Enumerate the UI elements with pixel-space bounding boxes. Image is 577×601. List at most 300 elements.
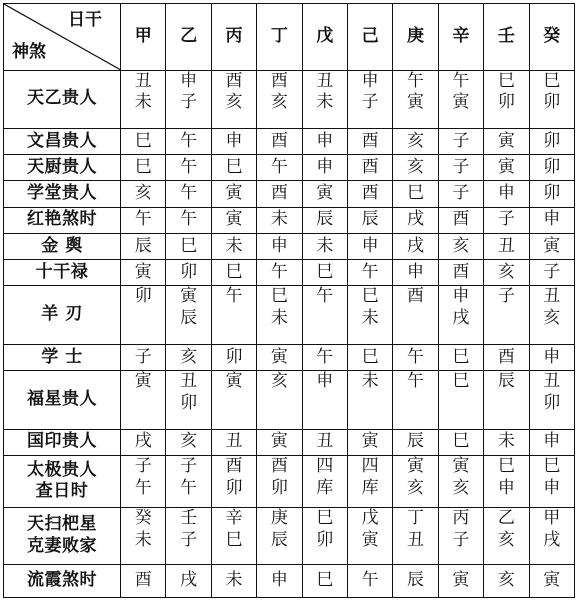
cell-text: 巳 bbox=[270, 286, 288, 307]
table-cell bbox=[257, 233, 302, 259]
cell-text: 午 bbox=[270, 261, 288, 282]
table-cell bbox=[166, 129, 211, 155]
table-cell bbox=[257, 429, 302, 455]
cell-text: 戌 bbox=[407, 209, 425, 230]
table-cell bbox=[438, 508, 483, 564]
table-cell bbox=[121, 371, 166, 429]
cell-text: 亥 bbox=[180, 346, 198, 367]
table-cell bbox=[438, 207, 483, 233]
table-cell bbox=[166, 344, 211, 370]
cell-text: 卯 bbox=[497, 92, 515, 113]
cell-text: 亥 bbox=[180, 431, 198, 452]
cell-text: 寅 bbox=[270, 431, 288, 452]
cell-text: 寅 bbox=[134, 261, 152, 282]
cell-text: 巳 bbox=[225, 261, 243, 282]
cell-text: 酉 bbox=[497, 346, 515, 367]
cell-text: 壬 bbox=[180, 508, 198, 529]
table-cell bbox=[347, 508, 392, 564]
cell-text: 午 bbox=[407, 70, 425, 91]
table-cell bbox=[302, 429, 347, 455]
table-cell bbox=[166, 181, 211, 207]
cell-text: 寅 bbox=[225, 183, 243, 204]
cell-text: 寅 bbox=[361, 529, 379, 550]
cell-text: 午 bbox=[452, 70, 470, 91]
row-header-line: 金 舆 bbox=[41, 235, 83, 256]
cell-text: 丑 bbox=[543, 371, 561, 392]
cell-text: 子 bbox=[180, 455, 198, 476]
cell-text: 未 bbox=[225, 235, 243, 256]
row-header-line: 天扫杷星 bbox=[27, 514, 97, 535]
cell-text: 子 bbox=[452, 529, 470, 550]
table-cell bbox=[347, 371, 392, 429]
table-cell bbox=[393, 155, 438, 181]
column-header: 癸 bbox=[529, 4, 574, 71]
cell-text: 丑 bbox=[543, 286, 561, 307]
table-row bbox=[4, 286, 575, 344]
cell-text: 巳 bbox=[452, 371, 470, 392]
cell-text: 申 bbox=[316, 130, 334, 151]
cell-text: 未 bbox=[134, 529, 152, 550]
table-cell bbox=[484, 181, 529, 207]
table-cell bbox=[484, 233, 529, 259]
table-cell bbox=[393, 260, 438, 286]
cell-text: 申 bbox=[316, 371, 334, 392]
row-header-line: 学 士 bbox=[41, 346, 83, 367]
table-cell bbox=[484, 129, 529, 155]
cell-text: 午 bbox=[180, 156, 198, 177]
table-cell bbox=[121, 260, 166, 286]
cell-text: 子 bbox=[497, 286, 515, 307]
table-cell bbox=[438, 155, 483, 181]
cell-text: 寅 bbox=[225, 209, 243, 230]
table-cell bbox=[211, 181, 256, 207]
cell-text: 酉 bbox=[270, 455, 288, 476]
cell-text: 未 bbox=[270, 209, 288, 230]
table-row bbox=[4, 564, 575, 597]
cell-text: 巳 bbox=[452, 431, 470, 452]
table-cell bbox=[302, 155, 347, 181]
table-cell bbox=[484, 371, 529, 429]
cell-text: 酉 bbox=[225, 70, 243, 91]
cell-text: 寅 bbox=[225, 371, 243, 392]
cell-text: 亥 bbox=[407, 130, 425, 151]
cell-text: 辰 bbox=[361, 209, 379, 230]
cell-text: 亥 bbox=[497, 529, 515, 550]
column-header: 甲 bbox=[121, 4, 166, 71]
table-cell bbox=[257, 344, 302, 370]
cell-text: 午 bbox=[180, 130, 198, 151]
column-header: 庚 bbox=[393, 4, 438, 71]
cell-text: 午 bbox=[316, 286, 334, 307]
cell-text: 辰 bbox=[134, 235, 152, 256]
cell-text: 巳 bbox=[543, 70, 561, 91]
cell-text: 丑 bbox=[407, 529, 425, 550]
cell-text: 酉 bbox=[134, 569, 152, 590]
cell-text: 未 bbox=[316, 92, 334, 113]
row-header-line: 文昌贵人 bbox=[27, 130, 97, 151]
table-row bbox=[4, 155, 575, 181]
cell-text: 午 bbox=[180, 209, 198, 230]
table-cell bbox=[393, 207, 438, 233]
table-cell bbox=[121, 207, 166, 233]
table-cell bbox=[121, 429, 166, 455]
cell-text: 申 bbox=[543, 477, 561, 498]
cell-text: 未 bbox=[270, 308, 288, 329]
cell-text: 卯 bbox=[543, 156, 561, 177]
row-header bbox=[4, 344, 121, 370]
cell-text: 卯 bbox=[543, 130, 561, 151]
row-header bbox=[4, 233, 121, 259]
cell-text: 寅 bbox=[452, 455, 470, 476]
table-cell bbox=[211, 207, 256, 233]
table-cell bbox=[166, 371, 211, 429]
cell-text: 未 bbox=[316, 235, 334, 256]
cell-text: 丑 bbox=[316, 431, 334, 452]
row-header bbox=[4, 508, 121, 564]
table-cell bbox=[393, 344, 438, 370]
cell-text: 申 bbox=[452, 286, 470, 307]
table-cell bbox=[257, 181, 302, 207]
cell-text: 戌 bbox=[180, 569, 198, 590]
cell-text: 巳 bbox=[134, 130, 152, 151]
table-cell bbox=[166, 508, 211, 564]
cell-text: 午 bbox=[407, 346, 425, 367]
shensha-table bbox=[3, 3, 575, 598]
row-header-line: 羊 刃 bbox=[41, 304, 83, 325]
cell-text: 寅 bbox=[316, 183, 334, 204]
cell-text: 申 bbox=[270, 235, 288, 256]
table-row bbox=[4, 260, 575, 286]
table-cell bbox=[121, 181, 166, 207]
cell-text: 卯 bbox=[180, 261, 198, 282]
cell-text: 辛 bbox=[225, 508, 243, 529]
cell-text: 申 bbox=[543, 346, 561, 367]
table-cell bbox=[121, 155, 166, 181]
cell-text: 寅 bbox=[497, 156, 515, 177]
cell-text: 酉 bbox=[225, 455, 243, 476]
cell-text: 卯 bbox=[270, 477, 288, 498]
cell-text: 巳 bbox=[316, 261, 334, 282]
corner-label-day-stem: 日干 bbox=[68, 10, 102, 30]
cell-text: 巳 bbox=[225, 529, 243, 550]
cell-text: 酉 bbox=[270, 70, 288, 91]
cell-text: 四 bbox=[316, 455, 334, 476]
cell-text: 午 bbox=[316, 346, 334, 367]
cell-text: 申 bbox=[407, 261, 425, 282]
table-cell bbox=[529, 286, 574, 344]
table-cell bbox=[302, 181, 347, 207]
table-cell bbox=[166, 564, 211, 597]
table-cell bbox=[121, 508, 166, 564]
cell-text: 库 bbox=[316, 477, 334, 498]
table-cell bbox=[302, 344, 347, 370]
cell-text: 卯 bbox=[180, 392, 198, 413]
table-cell bbox=[529, 429, 574, 455]
row-header bbox=[4, 429, 121, 455]
table-cell bbox=[121, 129, 166, 155]
column-header: 己 bbox=[347, 4, 392, 71]
cell-text: 乙 bbox=[497, 508, 515, 529]
cell-text: 亥 bbox=[452, 235, 470, 256]
table-cell bbox=[438, 429, 483, 455]
cell-text: 寅 bbox=[543, 235, 561, 256]
table-cell bbox=[438, 70, 483, 128]
cell-text: 辰 bbox=[407, 569, 425, 590]
table-cell bbox=[347, 260, 392, 286]
table-cell bbox=[302, 371, 347, 429]
table-cell bbox=[211, 564, 256, 597]
cell-text: 酉 bbox=[361, 156, 379, 177]
table-cell bbox=[484, 564, 529, 597]
cell-text: 癸 bbox=[134, 508, 152, 529]
table-cell bbox=[393, 455, 438, 507]
table-cell bbox=[393, 233, 438, 259]
table-cell bbox=[121, 564, 166, 597]
table-cell bbox=[484, 429, 529, 455]
cell-text: 卯 bbox=[543, 183, 561, 204]
cell-text: 未 bbox=[361, 308, 379, 329]
column-header: 丁 bbox=[257, 4, 302, 71]
cell-text: 巳 bbox=[452, 346, 470, 367]
table-cell bbox=[211, 233, 256, 259]
cell-text: 巳 bbox=[180, 235, 198, 256]
cell-text: 辰 bbox=[316, 209, 334, 230]
table-body bbox=[4, 4, 575, 598]
table-cell bbox=[347, 455, 392, 507]
table-cell bbox=[347, 344, 392, 370]
cell-text: 午 bbox=[225, 286, 243, 307]
table-cell bbox=[438, 344, 483, 370]
table-cell bbox=[121, 233, 166, 259]
table-cell bbox=[302, 286, 347, 344]
cell-text: 巳 bbox=[497, 455, 515, 476]
cell-text: 亥 bbox=[497, 569, 515, 590]
cell-text: 甲 bbox=[543, 508, 561, 529]
cell-text: 亥 bbox=[452, 477, 470, 498]
table-cell bbox=[211, 129, 256, 155]
table-cell bbox=[393, 371, 438, 429]
table-cell bbox=[257, 455, 302, 507]
cell-text: 酉 bbox=[407, 286, 425, 307]
cell-text: 子 bbox=[180, 529, 198, 550]
table-cell bbox=[393, 286, 438, 344]
cell-text: 申 bbox=[497, 477, 515, 498]
cell-text: 申 bbox=[180, 70, 198, 91]
table-cell bbox=[393, 508, 438, 564]
table-row bbox=[4, 429, 575, 455]
row-header-line: 查日时 bbox=[35, 481, 89, 502]
column-header: 辛 bbox=[438, 4, 483, 71]
table-cell bbox=[393, 129, 438, 155]
cell-text: 酉 bbox=[452, 261, 470, 282]
cell-text: 巳 bbox=[316, 569, 334, 590]
table-cell bbox=[347, 564, 392, 597]
table-cell bbox=[438, 129, 483, 155]
cell-text: 卯 bbox=[543, 92, 561, 113]
cell-text: 辰 bbox=[497, 371, 515, 392]
header-row bbox=[4, 4, 575, 71]
table-cell bbox=[211, 286, 256, 344]
cell-text: 巳 bbox=[543, 455, 561, 476]
cell-text: 午 bbox=[180, 477, 198, 498]
cell-text: 申 bbox=[361, 70, 379, 91]
column-header: 丙 bbox=[211, 4, 256, 71]
table-cell bbox=[302, 564, 347, 597]
table-cell bbox=[529, 70, 574, 128]
table-cell bbox=[529, 233, 574, 259]
row-header-line: 流霞煞时 bbox=[27, 569, 97, 590]
cell-text: 丑 bbox=[180, 371, 198, 392]
table-cell bbox=[257, 286, 302, 344]
cell-text: 午 bbox=[361, 569, 379, 590]
cell-text: 未 bbox=[225, 569, 243, 590]
table-cell bbox=[529, 207, 574, 233]
table-row bbox=[4, 181, 575, 207]
table-cell bbox=[393, 70, 438, 128]
cell-text: 丁 bbox=[407, 508, 425, 529]
table-cell bbox=[211, 429, 256, 455]
cell-text: 寅 bbox=[180, 286, 198, 307]
table-cell bbox=[484, 207, 529, 233]
table-cell bbox=[438, 233, 483, 259]
table-cell bbox=[484, 260, 529, 286]
table-cell bbox=[257, 508, 302, 564]
column-header: 乙 bbox=[166, 4, 211, 71]
table-row bbox=[4, 344, 575, 370]
cell-text: 午 bbox=[407, 371, 425, 392]
row-header bbox=[4, 564, 121, 597]
cell-text: 申 bbox=[361, 235, 379, 256]
cell-text: 库 bbox=[361, 477, 379, 498]
table-cell bbox=[484, 155, 529, 181]
table-cell bbox=[211, 155, 256, 181]
cell-text: 亥 bbox=[270, 92, 288, 113]
table-cell bbox=[166, 155, 211, 181]
table-cell bbox=[529, 155, 574, 181]
cell-text: 午 bbox=[361, 261, 379, 282]
cell-text: 酉 bbox=[270, 130, 288, 151]
cell-text: 戌 bbox=[134, 431, 152, 452]
cell-text: 申 bbox=[543, 209, 561, 230]
cell-text: 辰 bbox=[180, 308, 198, 329]
cell-text: 卯 bbox=[316, 529, 334, 550]
cell-text: 酉 bbox=[361, 130, 379, 151]
table-cell bbox=[302, 260, 347, 286]
table-cell bbox=[529, 371, 574, 429]
cell-text: 亥 bbox=[270, 371, 288, 392]
cell-text: 巳 bbox=[361, 346, 379, 367]
table-cell bbox=[529, 129, 574, 155]
table-cell bbox=[347, 207, 392, 233]
table-cell bbox=[529, 260, 574, 286]
row-header bbox=[4, 371, 121, 429]
cell-text: 丑 bbox=[225, 431, 243, 452]
cell-text: 子 bbox=[543, 261, 561, 282]
table-cell bbox=[484, 344, 529, 370]
cell-text: 寅 bbox=[134, 371, 152, 392]
table-cell bbox=[211, 508, 256, 564]
row-header bbox=[4, 207, 121, 233]
table-cell bbox=[257, 155, 302, 181]
cell-text: 辰 bbox=[407, 431, 425, 452]
cell-text: 未 bbox=[497, 431, 515, 452]
cell-text: 丙 bbox=[452, 508, 470, 529]
cell-text: 庚 bbox=[270, 508, 288, 529]
table-row bbox=[4, 129, 575, 155]
table-cell bbox=[257, 371, 302, 429]
column-header: 戊 bbox=[302, 4, 347, 71]
table-cell bbox=[347, 129, 392, 155]
row-header bbox=[4, 129, 121, 155]
table-cell bbox=[347, 429, 392, 455]
row-header bbox=[4, 455, 121, 507]
table-row bbox=[4, 455, 575, 507]
cell-text: 亥 bbox=[407, 156, 425, 177]
row-header-line: 天厨贵人 bbox=[27, 156, 97, 177]
table-cell bbox=[166, 286, 211, 344]
table-cell bbox=[121, 344, 166, 370]
table-cell bbox=[121, 70, 166, 128]
corner-header-cell bbox=[4, 4, 121, 71]
cell-text: 戌 bbox=[452, 308, 470, 329]
cell-text: 巳 bbox=[316, 508, 334, 529]
cell-text: 午 bbox=[134, 477, 152, 498]
table-cell bbox=[302, 207, 347, 233]
cell-text: 寅 bbox=[407, 455, 425, 476]
cell-text: 寅 bbox=[543, 569, 561, 590]
cell-text: 卯 bbox=[225, 346, 243, 367]
cell-text: 午 bbox=[270, 156, 288, 177]
table-cell bbox=[302, 455, 347, 507]
table-cell bbox=[166, 207, 211, 233]
column-header: 壬 bbox=[484, 4, 529, 71]
table-cell bbox=[211, 70, 256, 128]
cell-text: 酉 bbox=[270, 183, 288, 204]
table-cell bbox=[211, 455, 256, 507]
row-header bbox=[4, 181, 121, 207]
table-cell bbox=[529, 508, 574, 564]
table-cell bbox=[166, 260, 211, 286]
table-cell bbox=[302, 233, 347, 259]
row-header-line: 福星贵人 bbox=[27, 388, 97, 409]
row-header-line: 十干禄 bbox=[35, 261, 89, 282]
table-cell bbox=[166, 233, 211, 259]
table-cell bbox=[302, 129, 347, 155]
cell-text: 卯 bbox=[134, 286, 152, 307]
cell-text: 未 bbox=[134, 92, 152, 113]
table-cell bbox=[121, 455, 166, 507]
cell-text: 午 bbox=[134, 209, 152, 230]
cell-text: 申 bbox=[316, 156, 334, 177]
table-cell bbox=[121, 286, 166, 344]
cell-text: 卯 bbox=[543, 392, 561, 413]
table-cell bbox=[438, 260, 483, 286]
table-cell bbox=[393, 429, 438, 455]
table-cell bbox=[529, 344, 574, 370]
cell-text: 子 bbox=[497, 209, 515, 230]
table-cell bbox=[257, 564, 302, 597]
cell-text: 午 bbox=[180, 183, 198, 204]
cell-text: 酉 bbox=[452, 209, 470, 230]
cell-text: 卯 bbox=[225, 477, 243, 498]
table-cell bbox=[438, 181, 483, 207]
cell-text: 巳 bbox=[134, 156, 152, 177]
table-row bbox=[4, 70, 575, 128]
table-cell bbox=[393, 564, 438, 597]
cell-text: 丑 bbox=[497, 235, 515, 256]
table-cell bbox=[347, 155, 392, 181]
cell-text: 丑 bbox=[316, 70, 334, 91]
